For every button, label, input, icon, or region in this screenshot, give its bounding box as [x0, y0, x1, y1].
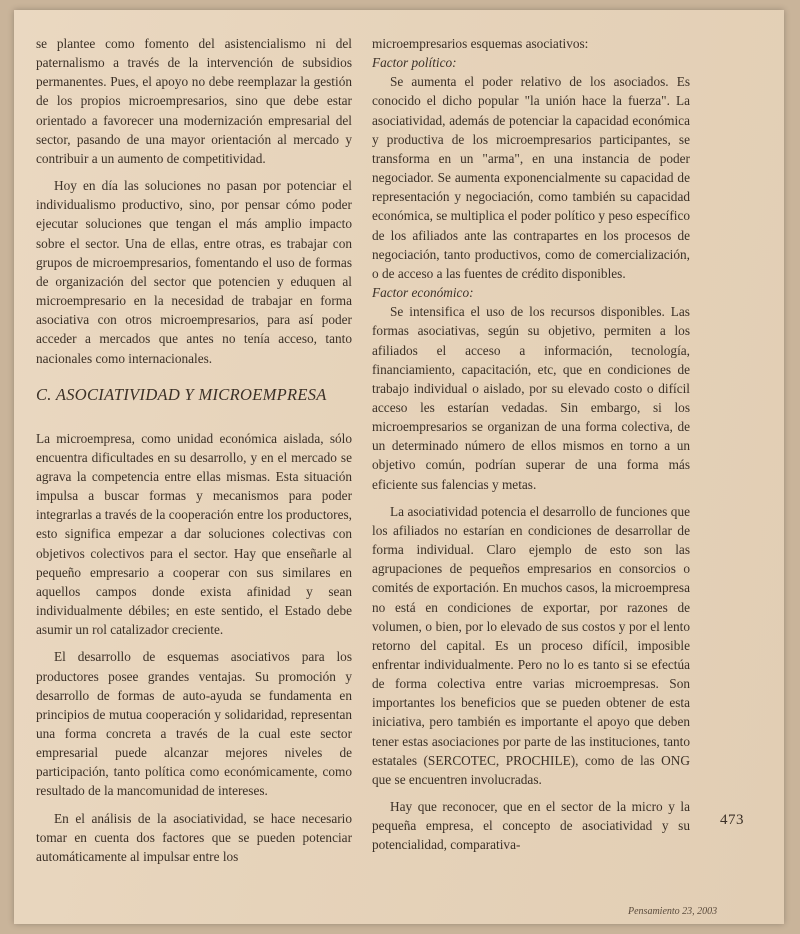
right-paragraph-2: Se aumenta el poder relativo de los asociados. Es conocido el dicho popular "la unión hace la fuerza". La asociatividad, además de potenciar la capacidad económica y productiva de los microempresarios participantes, se transforma en un "arma", en una instancia de poder negociador. Se aumenta exponencialmente su capacidad de representación y negociación, como también su capacidad económica, se multiplica el poder político y peso específico de los afiliados ante las contrapartes en los procesos de negociación, tanto productivos, como de comercialización, o de acceso a las fuentes de crédito disponibles. — [372, 74, 690, 281]
factor-political-heading: Factor político: — [372, 55, 457, 71]
left-paragraph-5: En el análisis de la asociatividad, se hace necesario tomar en cuenta dos factores que se pueden potenciar automáticamente al impulsar entre los — [36, 810, 352, 864]
right-paragraph-3: Se intensifica el uso de los recursos disponibles. Las formas asociativas, según su objetivo, permiten a los afiliados el acceso a información, tecnología, financiamiento, capacitación, etc, que en condiciones de trabajo individual o aislado, por su elevado costo o difícil acceso les estarían vedadas. Sin embargo, si los microempresarios se organizan de una forma colectiva, de un determinado número de ellos mismos en torno a un objetivo común, podrían superar de una forma más eficiente sus falencias y metas. — [372, 304, 690, 492]
factor-economic-heading: Factor económico: — [372, 285, 474, 301]
left-paragraph-4: El desarrollo de esquemas asociativos para los productores posee grandes ventajas. Su promoción y desarrollo de formas de auto-ayuda se fundamenta en principios de mutua cooperación y solidaridad, representan una forma concreta a través de la cual este sector empresarial puede alcanzar mejores niveles de participación, tanto política como económicamente, como resultado de la mancomunidad de intereses. — [36, 649, 352, 799]
right-paragraph-4: La asociatividad potencia el desarrollo de funciones que los afiliados no estarían en condiciones de desarrollar de forma individual. Claro ejemplo de esto son las agrupaciones de pequeños empresarios en consorcios o comités de exportación. En muchos casos, la microempresa no está en condiciones de exportar, por razones de volumen, o bien, por lo elevado de sus costos y por el lento retorno del capital. Es un proceso difícil, imposible enfrentar individualmente. Pero no lo es tanto si se efectúa de forma colectiva entre varias microempresas. Son importantes los beneficios que se pueden obtener de esta iniciativa, pero también es importante el apoyo que deben tener estas asociaciones por parte de las instituciones, tanto estatales (SERCOTEC, PROCHILE), como de las ONG que se encuentren involucradas. — [372, 503, 690, 787]
left-column — [36, 34, 352, 866]
page-number: 473 — [720, 812, 744, 828]
left-paragraph-2: Hoy en día las soluciones no pasan por potenciar el individualismo productivo, sino, por pensar cómo poder ejecutar soluciones que tengan el más amplio impacto sobre el sector. Una de ellas, entre otras, es trabajar con grupos de microempresarios, fomentando el uso de formas de organización del sector que potencien y eduquen al microempresario en la necesidad de trabajar en forma asociativa con otros microempresarios, para así poder acceder a mercados que antes no tenía acceso, tanto nacionales como internacionales. — [36, 178, 352, 366]
right-paragraph-5: Hay que reconocer, que en el sector de la micro y la pequeña empresa, el concepto de asociatividad y su potencialidad, comparativa- — [372, 799, 690, 853]
document-page — [14, 10, 784, 924]
section-title: C. ASOCIATIVIDAD Y MICROEMPRESA — [36, 384, 327, 404]
left-paragraph-1: se plantee como fomento del asistencialismo ni del paternalismo a través de la intervención de subsidios permanentes. Pues, el apoyo no debe reemplazar la gestión de los propios microempresarios, sino que debe estar orientado a favorecer una modernización empresarial del sector, pasando de una mayor orientación al mercado y contribuir a un aumento de competitividad. — [36, 36, 352, 166]
running-footer: Pensamiento 23, 2003 — [628, 906, 718, 917]
left-paragraph-3: La microempresa, como unidad económica aislada, sólo encuentra dificultades en su desarrollo, y en el mercado se agrava la competencia entre ellas mismas. Esta situación impulsa a buscar formas y mecanismos para poder integrarlas a través de la cooperación entre los productores, esto significa empezar a dar soluciones colectivas con objetivos colectivos para el sector. Hay que enseñarle al pequeño empresario a cooperar con sus similares en aquellos campos donde exista afinidad y sean individualmente débiles; en este sentido, el Estado debe asumir un rol catalizador creciente. — [36, 430, 352, 638]
right-column — [372, 34, 690, 855]
right-paragraph-1: microempresarios esquemas asociativos: — [372, 36, 589, 51]
